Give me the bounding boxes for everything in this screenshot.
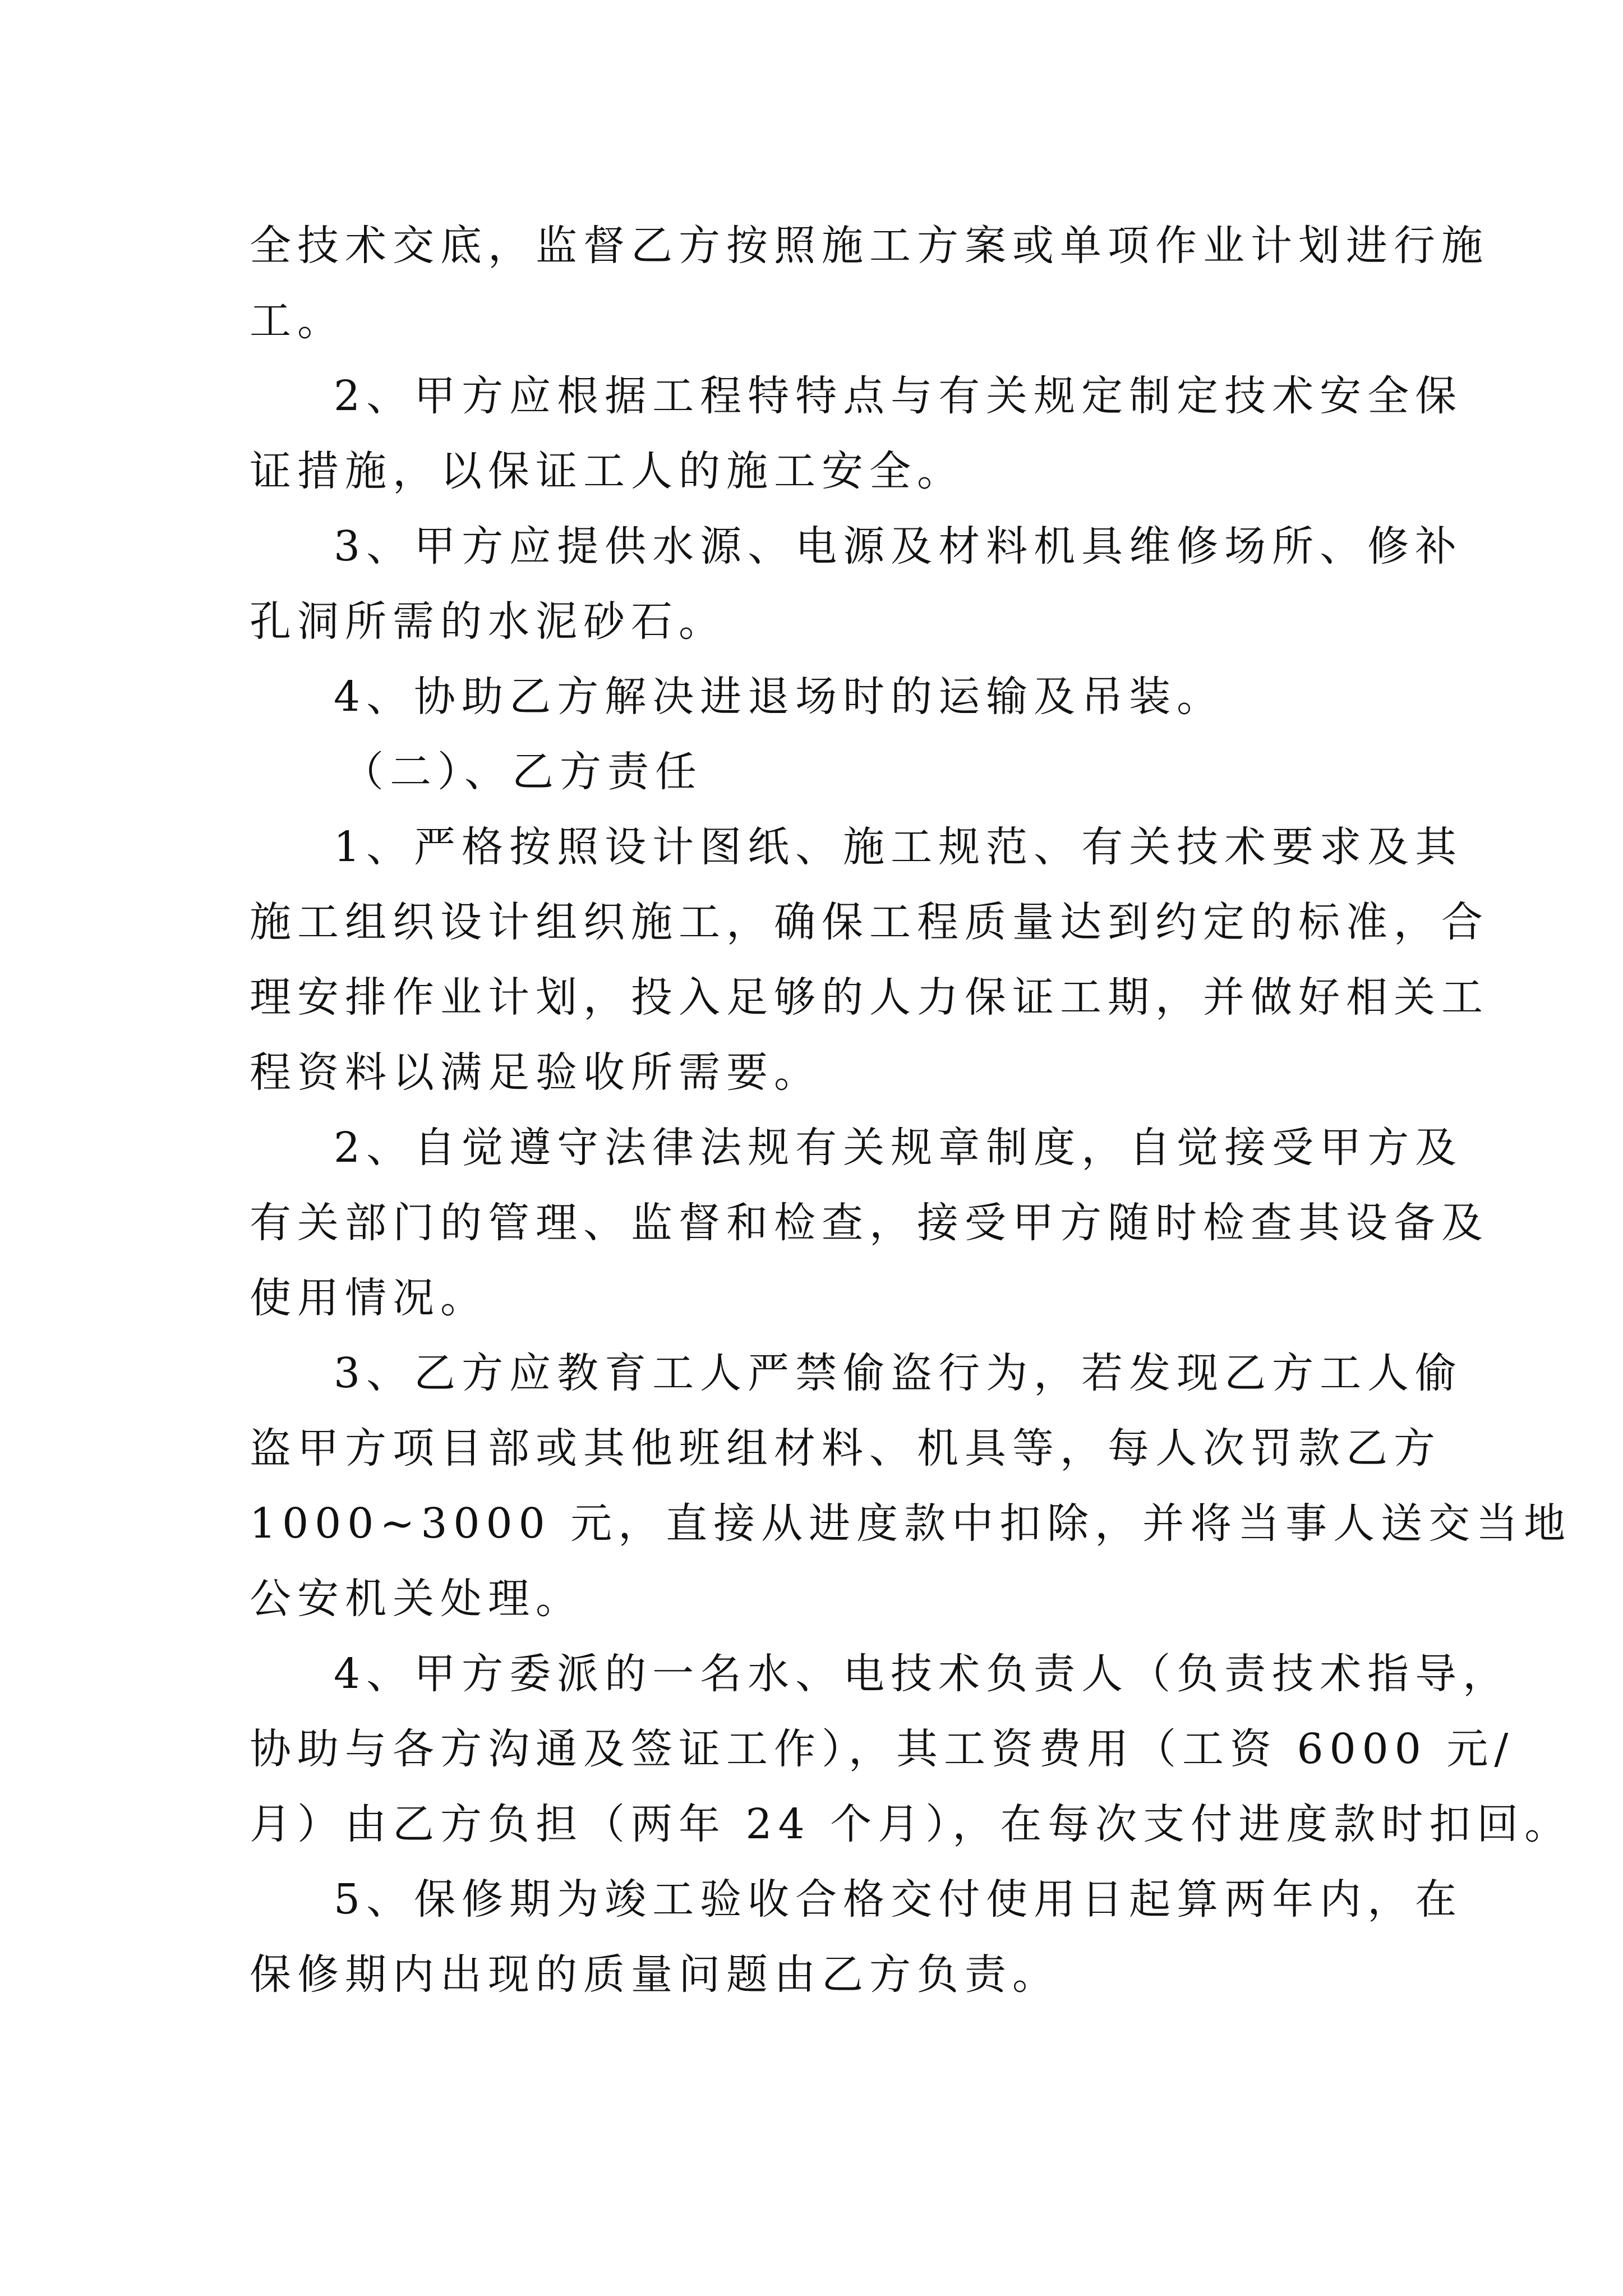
paragraph-first-line: 5、保修期为竣工验收合格交付使用日起算两年内，在 bbox=[334, 1875, 1463, 1924]
text-line: 有关部门的管理、监督和检查，接受甲方随时检查其设备及 bbox=[250, 1199, 1489, 1247]
text-line: 程资料以满足验收所需要。 bbox=[250, 1048, 822, 1097]
paragraph-first-line: 4、协助乙方解决进退场时的运输及吊装。 bbox=[334, 673, 1225, 721]
text-line: 保修期内出现的质量问题由乙方负责。 bbox=[250, 1950, 1060, 1999]
text-line: 盗甲方项目部或其他班组材料、机具等，每人次罚款乙方 bbox=[250, 1424, 1441, 1473]
text-line: 使用情况。 bbox=[250, 1274, 488, 1322]
text-line: 工。 bbox=[250, 297, 345, 345]
text-line: 全技术交底，监督乙方按照施工方案或单项作业计划进行施 bbox=[250, 222, 1489, 270]
text-line: 孔洞所需的水泥砂石。 bbox=[250, 597, 726, 646]
text-line: 协助与各方沟通及签证工作），其工资费用（工资 6000 元/ bbox=[250, 1725, 1515, 1773]
text-line: 月）由乙方负担（两年 24 个月），在每次支付进度款时扣回。 bbox=[250, 1800, 1573, 1848]
text-line: 证措施，以保证工人的施工安全。 bbox=[250, 447, 965, 495]
paragraph-first-line: 3、乙方应教育工人严禁偷盗行为，若发现乙方工人偷 bbox=[334, 1349, 1463, 1397]
text-line: 公安机关处理。 bbox=[250, 1575, 583, 1623]
paragraph-first-line: 2、自觉遵守法律法规有关规章制度，自觉接受甲方及 bbox=[334, 1124, 1463, 1172]
paragraph-first-line: 4、甲方委派的一名水、电技术负责人（负责技术指导， bbox=[334, 1650, 1511, 1698]
text-line: 理安排作业计划，投入足够的人力保证工期，并做好相关工 bbox=[250, 973, 1489, 1022]
paragraph-first-line: 1、严格按照设计图纸、施工规范、有关技术要求及其 bbox=[334, 823, 1463, 871]
section-heading: （二）、乙方责任 bbox=[342, 748, 703, 796]
paragraph-first-line: 2、甲方应根据工程特特点与有关规定制定技术安全保 bbox=[334, 372, 1463, 420]
paragraph-first-line: 3、甲方应提供水源、电源及材料机具维修场所、修补 bbox=[334, 522, 1463, 570]
text-line: 1000~3000 元，直接从进度款中扣除，并将当事人送交当地 bbox=[250, 1499, 1572, 1548]
text-line: 施工组织设计组织施工，确保工程质量达到约定的标准，合 bbox=[250, 898, 1489, 946]
